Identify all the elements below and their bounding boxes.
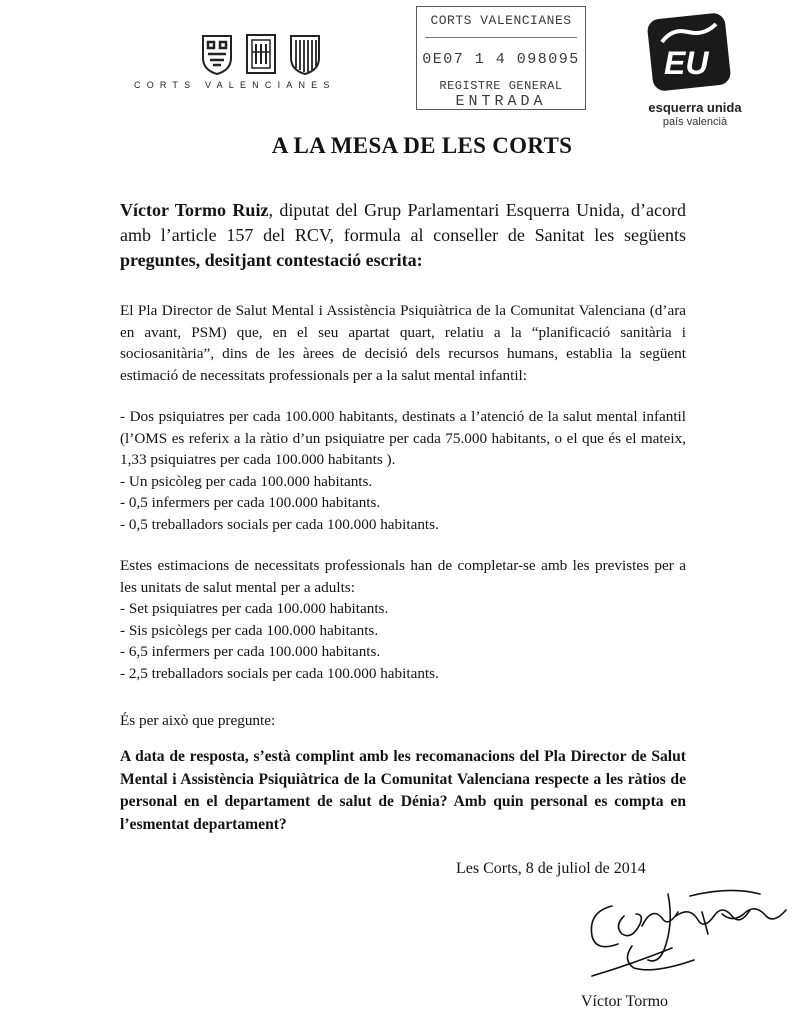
corts-valencianes-logo [130, 28, 400, 98]
intro-text: , diputat del Grup Parlamentari Esquerra Unida, d’acord amb l’article 157 del RCV, formula al conseller de Sanitat les següents [120, 200, 686, 245]
deputy-name: Víctor Tormo Ruiz [120, 200, 269, 220]
adult-ratios-list [120, 598, 686, 684]
list-item: - Sis psicòlegs per cada 100.000 habitants. [120, 621, 379, 639]
child-ratios-list [120, 406, 686, 535]
corts-shield-left-icon [200, 32, 234, 76]
corts-caption: CORTS VALENCIANES [134, 80, 336, 90]
corts-shield-center-icon [244, 32, 278, 76]
list-item: - 2,5 treballadors socials per cada 100.000 habitants. [120, 664, 439, 682]
list-item: - Set psiquiatres per cada 100.000 habitants. [120, 600, 389, 617]
list-item: - Un psicòleg per cada 100.000 habitants. [120, 472, 373, 490]
plan-paragraph: El Pla Director de Salut Mental i Assistència Psiquiàtrica de la Comunitat Valenciana (d’ara en avant, PSM) que, en el seu apartat quart, relatiu a la “planificació sanitària i sociosanitària”, dins de les àrees de decisió dels recursos humans, establia la següent estimació de necessitats professionals per a la salut mental infantil: [120, 302, 686, 384]
party-region: país valencià [662, 116, 728, 128]
list-item: - 0,5 treballadors socials per cada 100.000 habitants. [120, 515, 439, 533]
corts-shield-right-icon [288, 32, 322, 76]
svg-text:EU: EU [664, 45, 709, 81]
esquerra-unida-logo [644, 12, 734, 92]
adult-paragraph: Estes estimacions de necessitats professionals han de completar-se amb les previstes per a les unitats de salut mental per a adults: [120, 557, 686, 596]
closing-date: Les Corts, 8 de juliol de 2014 [456, 860, 646, 877]
list-item: - Dos psiquiatres per cada 100.000 habitants, destinats a l’atenció de la salut mental infantil (l’OMS es referix a la ràtio d’un psiquiatre per cada 75.000 habitants, o el que és el mateix, 1,33 psiquiatres per cada 100.000 habitants ). [120, 408, 686, 468]
list-item: - 0,5 infermers per cada 100.000 habitants. [120, 494, 381, 511]
handwritten-signature [572, 876, 798, 992]
stamp-number: 0E07 1 4 098095 [422, 51, 580, 68]
page-title: A LA MESA DE LES CORTS [271, 133, 573, 158]
party-name: esquerra unida [648, 100, 742, 115]
stamp-registry: REGISTRE GENERAL [439, 79, 563, 93]
signer-name: Víctor Tormo [581, 993, 669, 1010]
list-item: - 6,5 infermers per cada 100.000 habitants. [120, 643, 381, 660]
question-text: A data de resposta, s’està complint amb les recomanacions del Pla Director de Salut Mental i Assistència Psiquiàtrica de la Comunitat Valenciana respecte a les ràtios de personal en el departament de salut de Dénia? Amb quin personal es compta en l’esmentat departament? [120, 748, 686, 833]
intro-request: preguntes, desitjant contestació escrita: [120, 250, 423, 270]
intro-paragraph [120, 198, 686, 273]
stamp-divider [425, 37, 577, 38]
registry-stamp [416, 6, 586, 110]
question-intro: És per això que pregunte: [120, 712, 276, 729]
stamp-institution: CORTS VALENCIANES [430, 13, 572, 28]
stamp-entry: ENTRADA [455, 93, 547, 110]
